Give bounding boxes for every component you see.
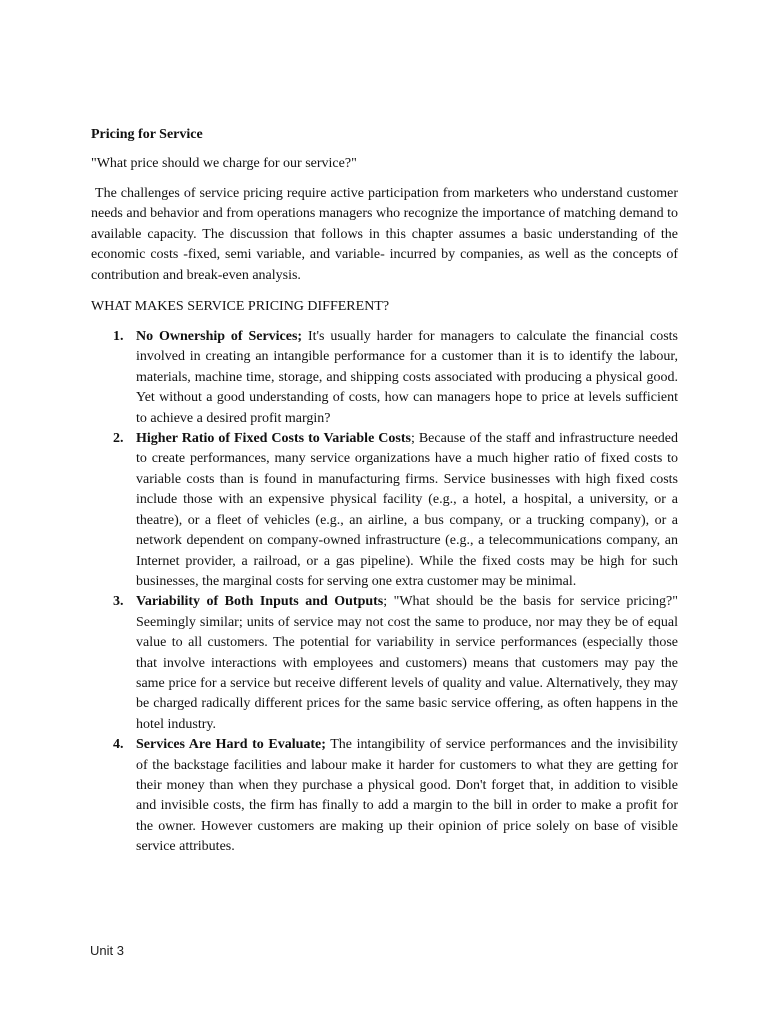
section-heading: WHAT MAKES SERVICE PRICING DIFFERENT? — [91, 299, 390, 315]
list-item-title: Higher Ratio of Fixed Costs to Variable Costs — [136, 431, 411, 447]
list-item-text: ; Because of the staff and infrastructure needed to create performances, many service organizations have a much higher ratio of fixed costs to variable costs than is found in manufacturing firms. Service businesses with high fixed costs include those with an expensive physical facility (e.g., a hotel, a hospital, a university, or a theatre), or a fleet of vehicles (e.g., an airline, a bus company, or a trucking company), or a network dependent on company-owned infrastructure (e.g., a telecommunications company, an Internet provider, a railroad, or a gas pipeline). While the fixed costs may be high for such businesses, the marginal costs for serving one extra customer may be minimal. — [136, 431, 679, 589]
list-item-text: ; "What should be the basis for service pricing?" Seemingly similar; units of service may not cost the same to produce, nor may they be of equal value to all customers. The potential for variability in service performances (especially those that involve interactions with employees and customers) means that customers may pay the same price for a service but receive different levels of quality and value. Alternatively, they may be charged radically different prices for the same basic service offering, as often happens in the hotel industry. — [136, 594, 678, 732]
list-number: 3. — [113, 594, 124, 610]
list-item-title: Services Are Hard to Evaluate; — [136, 737, 326, 753]
intro-paragraph: The challenges of service pricing require active participation from marketers who understand customer needs and behavior and from operations managers who recognize the importance of matching demand to available capacity. The discussion that follows in this chapter assumes a basic understanding of the economic costs -fixed, semi variable, and variable- incurred by companies, as well as the concepts of contribution and break-even analysis. — [91, 186, 682, 283]
list-item-text: The intangibility of service performances and the invisibility of the backstage facilities and labour make it harder for customers to what they are getting for their money than when they purchase a physical good. Don't forget that, in addition to visible and invisible costs, the firm has finally to add a margin to the bill in order to make a profit for the owner. However customers are making up their opinion of price solely on base of visible service attributes. — [136, 737, 678, 855]
list-number: 4. — [113, 737, 124, 753]
list-item-title: No Ownership of Services; — [136, 329, 303, 345]
differences-list — [91, 327, 678, 858]
list-item-title: Variability of Both Inputs and Outputs — [136, 594, 384, 610]
document-body — [91, 125, 682, 858]
list-item-fixed-costs — [91, 429, 678, 592]
document-title: Pricing for Service — [91, 127, 203, 142]
guiding-question: "What price should we charge for our service?" — [91, 156, 357, 171]
list-item-variability — [91, 592, 678, 735]
list-number: 1. — [113, 329, 124, 345]
list-item-hard-to-evaluate — [91, 735, 678, 857]
list-item-text: It's usually harder for managers to calculate the financial costs involved in creating an intangible performance for a customer than it is to identify the labour, materials, machine time, storage, and shipping costs associated with producing a physical good. Yet without a good understanding of costs, how can managers hope to price at levels sufficient to achieve a desired profit margin? — [136, 329, 678, 426]
page-footer: Unit 3 — [90, 943, 124, 958]
list-number: 2. — [113, 431, 124, 447]
list-item-no-ownership — [91, 327, 678, 429]
